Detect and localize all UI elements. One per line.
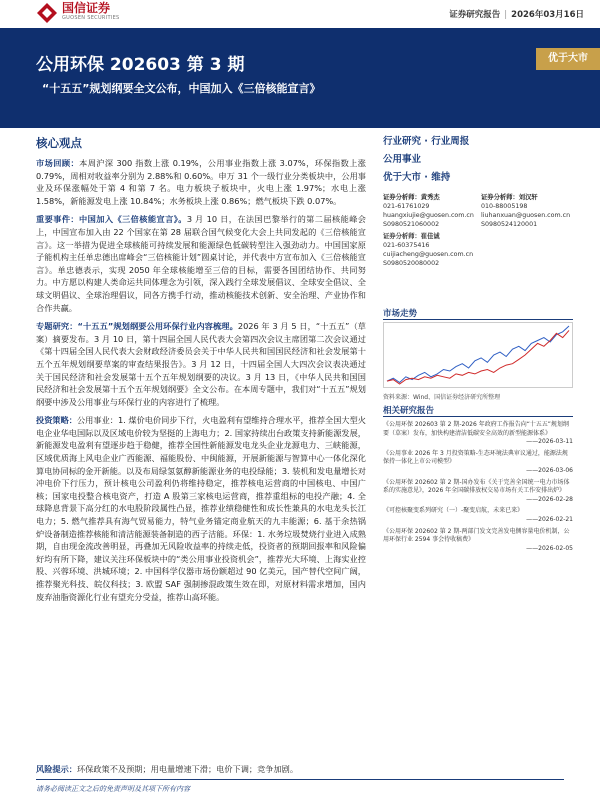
analyst-email[interactable]: huangxiujie@guosen.com.cn — [383, 212, 474, 219]
market-trend-title: 市场走势 — [383, 309, 418, 319]
industry-name: 公用事业 — [383, 154, 422, 165]
related-report-text: 《公用环保 202602 第 2 期-两部门发文完善发电侧容量电价机制，公用环保行业 2594 事会待收稿费》 — [383, 527, 570, 544]
para-lead: 重要事件：中国加入《三倍核能宣言》。 — [36, 214, 187, 225]
related-reports-list — [383, 421, 573, 556]
analyst-phone: 021-61761029 — [383, 203, 430, 210]
analyst-row — [383, 193, 573, 229]
report-title: 公用环保 202603 第 3 期 — [36, 55, 245, 75]
sidebar-info — [383, 135, 573, 268]
para-lead: 专题研究：“十五五”规划纲要公用环保行业内容梳理。 — [36, 321, 238, 332]
risk-lead: 风险提示： — [36, 764, 77, 774]
analyst-title: 证券分析师：黄秀杰 — [383, 194, 440, 201]
industry-rating: 优于大市 · 维持 — [383, 172, 451, 183]
analyst-cert: S0980521060002 — [383, 221, 440, 228]
related-report-date: ——2026-03-06 — [526, 466, 573, 474]
related-report-date: ——2026-02-21 — [526, 515, 573, 523]
report-subtitle: “十五五”规划纲要全文公布，中国加入《三倍核能宣言》 — [42, 82, 321, 95]
analyst-card — [383, 193, 475, 229]
special-research-paragraph — [36, 320, 366, 408]
para-body: 3 月 10 日，在法国巴黎举行的第二届核能峰会上，中国宣布加入由 22 个国家在第 28 届联合国气候变化大会上共同发起的《三倍核能宣言》。这一举措为促进全球核能可持续发展和能源绿色低碳转型注入强劲动力。中国国家原子能机构主任单忠德出席峰会“三倍核能计划”圆桌讨论，并代表中方宣布加入《三倍核能宣言》。单忠德表示，实现 2050 年全球核能增至三倍的目标，需要各国团结协作、共同努力。中方愿以构建人类命运共同体理念为引领，深入践行全球发展倡议、全球安全倡议、全球文明倡议、全球治理倡议，同各方携手行动，推动核能技术创新、安全治理、产业协作和合作共赢。 — [36, 214, 366, 313]
rating-tag: 优于大市 — [536, 48, 600, 70]
related-report-item[interactable] — [383, 528, 573, 554]
logo-mark-icon — [36, 2, 58, 24]
para-body: 本周沪深 300 指数上涨 0.19%，公用事业指数上涨 3.07%，环保指数上涨 0.79%，周相对收益率分别为 2.88%和 0.60%。申万 31 个一级行业分类板块中，公用事业及环保涨幅处于第 4 和第 7 名。电力板块子板块中，火电上涨 1.97%；水电上涨 1.58%，新能源发电上涨 10.84%；水务板块上涨 0.86%；燃气板块下跌 0.07%。 — [36, 158, 366, 206]
company-logo — [36, 2, 146, 24]
related-report-date: ——2026-03-11 — [526, 438, 573, 446]
related-report-item[interactable] — [383, 479, 573, 505]
related-report-item[interactable] — [383, 507, 573, 524]
investment-strategy-paragraph — [36, 414, 366, 603]
analyst-email[interactable]: cuijiacheng@guosen.com.cn — [383, 251, 474, 258]
logo-subtext: GUOSEN SECURITIES — [62, 15, 120, 21]
related-report-text: 《公用环保 202603 第 2 期-2026 年政府工作报告向“十五五”规划纲要（草案）发布，加快构建清洁低碳安全高效的新型能源体系》 — [383, 421, 569, 437]
analyst-cert: S0980520080002 — [383, 260, 440, 267]
analyst-phone: 010-88005198 — [481, 203, 528, 210]
section-title: 核心观点 — [36, 136, 82, 150]
top-bar — [0, 0, 600, 28]
disclaimer-footer: 请务必阅读正文之后的免责声明及其项下所有内容 — [36, 785, 190, 793]
chart-series-line-1 — [387, 326, 569, 383]
para-body: 公用事业：1. 煤价电价同步下行，火电盈利有望维持合理水平，推荐全国大型火电企业华电国际以及区域电价较为坚挺的上海电力；2. 国家持续出台政策支持新能源发展，新能源发电盈利有望逐步趋于稳健，推荐全国性新能源发电龙头企业龙源电力、三峡能源，区域优质海上风电企业广西能源、福能股份、中闽能源，开展新能源与智算中心一体化深化算电协同标的金开新能。以及布局绿氢氨醇新能源业务的电投绿能；3. 装机和发电量增长对冲电价下行压力，预计核电公司盈利仍将维持稳定，推荐核电运营商的中国核电、中国广核；国家电投整合核电资产，打造 A 股第三家核电运营商，推荐重组标的电投产融；4. 全球降息背景下高分红的水电股阶段属性凸显，推荐业绩稳健性和成长性兼具的水电龙头长江电力；5. 燃气推荐具有海气贸易能力，特气业务锚定商业航天的九丰能源；6. 基于余热锅炉设备制造推荐核能和清洁能源装备制造的西子洁能。环保：1. 水务垃圾焚烧行业进入成熟期，自由现金流改善明显，再叠加无风险收益率的持续走低，投资者的预期回报率和风险偏好均有所下降，建议关注环保板块中的“类公用事业投资机会”，推荐光大环境、上海实业控股、兴蓉环境、洪城环境；2. 中国科学仪器市场份额超过 90 亿美元，国产替代空间广阔，推荐聚光科技、皖仪科技；3. 欧盟 SAF 强制掺混政策生效在即，对原材料需求增加，国内废弃油脂资源化行业有望充分受益，推荐山高环能。 — [36, 415, 366, 602]
related-reports-title: 相关研究报告 — [383, 406, 435, 416]
analyst-block — [383, 193, 573, 268]
market-review-paragraph — [36, 157, 366, 207]
risk-warning — [36, 763, 366, 775]
market-trend-chart — [383, 322, 573, 388]
logo-text: 国信证券 — [62, 1, 111, 15]
related-report-text: 《可控核聚变系列研究（一）-聚变启航，未来已来》 — [383, 507, 524, 515]
analyst-title: 证券分析师：刘汉轩 — [481, 194, 538, 201]
key-event-paragraph — [36, 213, 366, 314]
para-lead: 投资策略： — [36, 415, 77, 426]
footer-divider — [36, 779, 564, 780]
title-banner — [0, 28, 600, 128]
risk-body: 环保政策不及预期；用电量增速下滑；电价下调；竞争加剧。 — [76, 764, 299, 774]
related-report-text: 《公用事业 2026 年 3 月投资策略-生态环境法典审议通过，能源法规保持一体化上市公司模型》 — [383, 449, 568, 466]
related-report-date: ——2026-02-28 — [526, 495, 573, 503]
analyst-phone: 021-60375416 — [383, 242, 430, 249]
para-body: 2026 年 3 月 5 日，“十五五”（草案）摘要发布。3 月 10 日，第十四届全国人民代表大会第四次会议主席团第二次会议通过《第十四届全国人民代表大会财政经济委员会关于中华人民共和国国民经济和社会发展第十五个五年规划纲要草案的审查结果报告》。3 月 12 日，十四届全国人大四次会议表决通过关于国民经济和社会发展第十五个五年规划纲要的决议。3 月 13 日，《中华人民共和国国民经济和社会发展第十五个五年规划纲要》全文公布。在本周专题中，我们对“十五五”规划纲要中涉及公用事业与环保行业的内容进行了梳理。 — [36, 321, 366, 407]
related-report-text: 《公用环保 202602 第 2 期-国办发布《关于完善全国统一电力市场体系的实施意见》，2026 年全国碳排放权交易市场有关工作安排出炉》 — [383, 478, 570, 495]
para-lead: 市场回顾： — [36, 158, 80, 168]
report-category: 行业研究 · 行业周报 — [383, 136, 470, 147]
analyst-title: 证券分析师：崔佳诚 — [383, 233, 440, 240]
separator: | — [504, 10, 508, 20]
report-type: 证券研究报告 — [449, 10, 501, 20]
section-divider — [383, 416, 573, 417]
related-report-item[interactable] — [383, 421, 573, 447]
chart-source: 资料来源：Wind、国信证券经济研究所整理 — [383, 394, 501, 401]
report-date: 2026年03月16日 — [511, 10, 584, 20]
analyst-cert: S0980524120001 — [481, 221, 538, 228]
analyst-card — [481, 193, 573, 229]
section-divider — [383, 319, 573, 320]
core-views-section — [36, 135, 366, 609]
related-report-date: ——2026-02-05 — [526, 544, 573, 552]
analyst-email[interactable]: liuhanxuan@guosen.com.cn — [481, 212, 571, 219]
report-meta — [449, 8, 584, 20]
analyst-card — [383, 232, 573, 268]
related-report-item[interactable] — [383, 450, 573, 476]
